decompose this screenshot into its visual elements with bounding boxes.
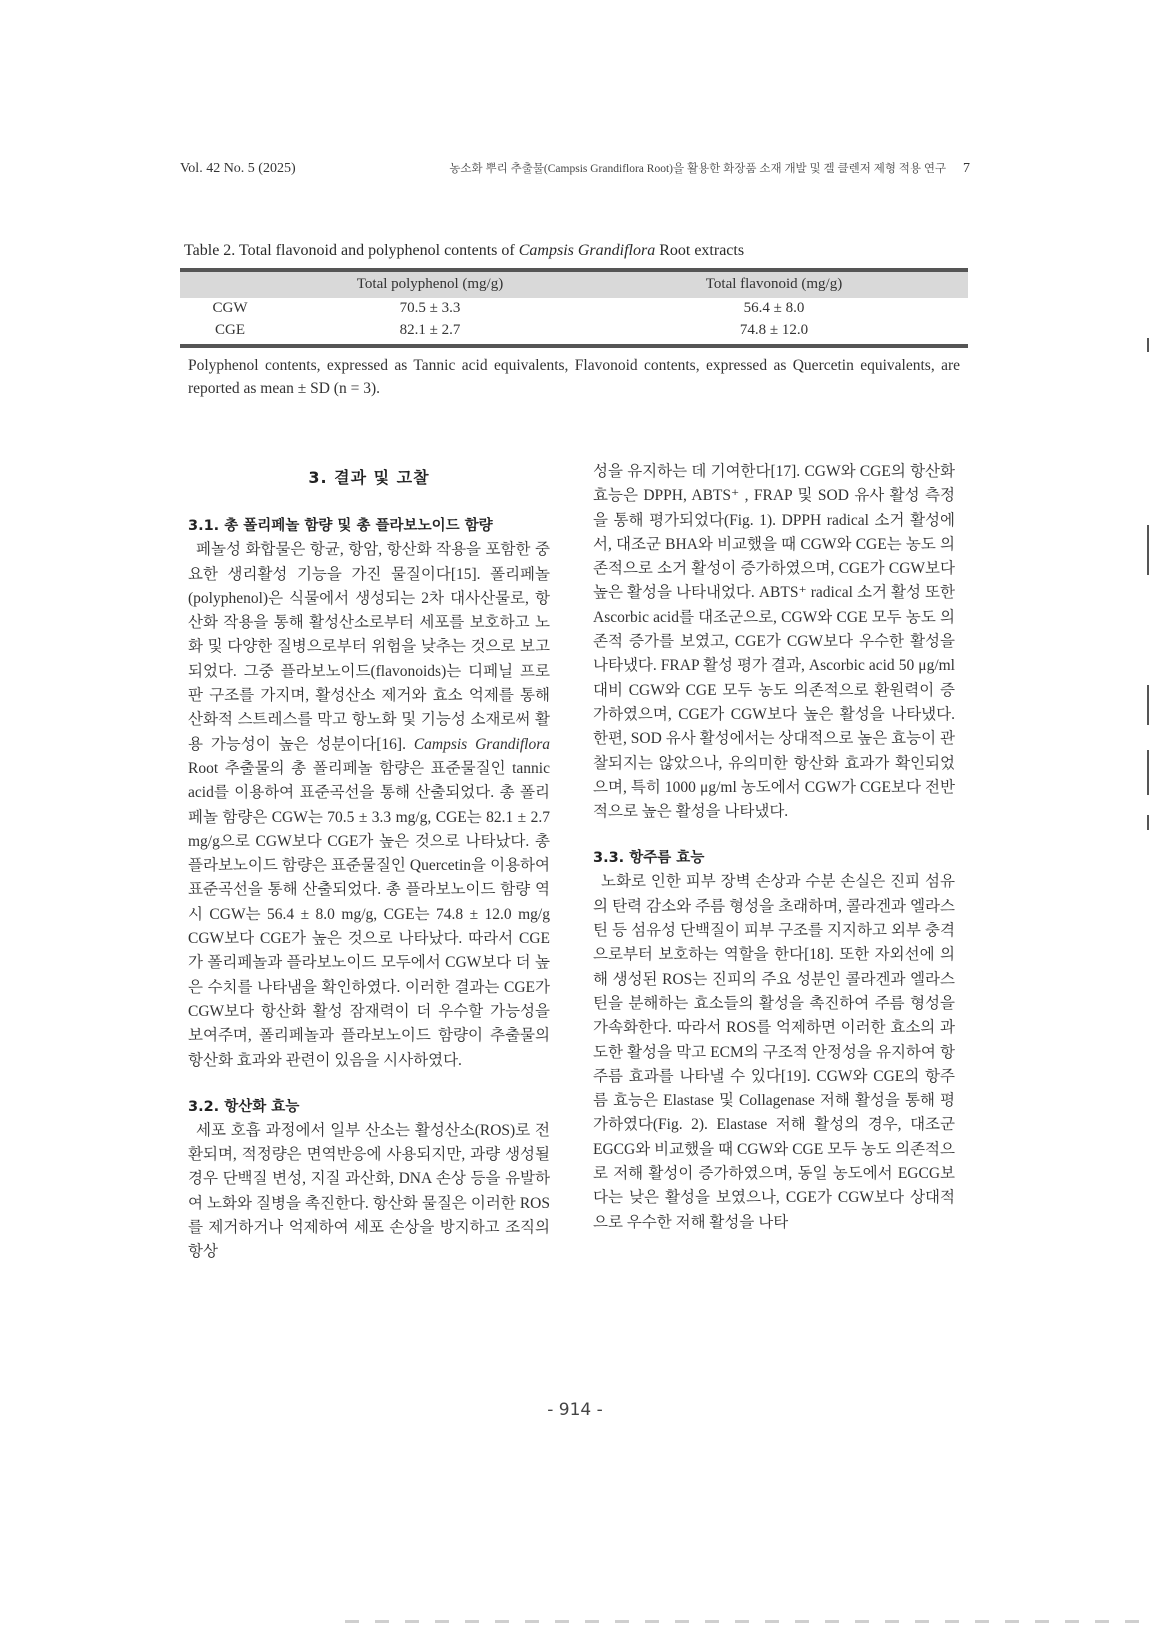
subsection-3-2-paragraph: 세포 호흡 과정에서 일부 산소는 활성산소(ROS)로 전환되며, 적정량은 면역반응에 사용되지만, 과량 생성될 경우 단백질 변성, 지질 과산화, DNA 손상 등을 유발하여 노화와 질병을 촉진한다. 항산화 물질은 이러한 ROS를 제거하거나 억제하여 세포 손상을 방지하고 조직의 항상 bbox=[188, 1121, 550, 1261]
scan-bottom-artifact bbox=[345, 1620, 1145, 1623]
table-caption bbox=[184, 242, 968, 260]
running-head bbox=[180, 160, 970, 177]
table-2 bbox=[180, 242, 968, 400]
polyphenol-value: 82.1 ± 2.7 bbox=[280, 320, 580, 346]
para-text: Root 추출물의 총 폴리페놀 함량은 표준물질인 tannic acid를 이용하여 표준곡선을 통해 산출되었다. 총 폴리페놀 함량은 CGW는 70.5 ± 3.3 mg/g, CGE는 82.1 ± 2.7 mg/g으로 CGW보다 CGE가 높은 것으로 나타났다. 총 플라보노이드 함량은 표준물질인 Quercetin을 이용하여 표준곡선을 통해 산출되었다. 총 플라보노이드 함량 역시 CGW는 56.4 ± 8.0 mg/g, CGE는 74.8 ± 12.0 mg/g CGW보다 CGE가 높은 것으로 나타났다. 따라서 CGE가 폴리페놀과 플라보노이드 모두에서 CGW보다 더 높은 수치를 나타냄을 확인하였다. 이러한 결과는 CGE가 CGW보다 항산화 활성 잠재력이 더 우수할 가능성을 보여주며, 폴리페놀과 플라보노이드 함량이 추출물의 항산화 효과와 관련이 있음을 시사하였다. bbox=[188, 759, 550, 1069]
table-row bbox=[180, 298, 968, 320]
subsection-3-1-title: 3.1. 총 폴리페놀 함량 및 총 플라보노이드 함량 bbox=[188, 518, 493, 535]
para-text: 페놀성 화합물은 항균, 항암, 항산화 작용을 포함한 중요한 생리활성 기능을 가진 물질이다[15]. 폴리페놀(polyphenol)은 식물에서 생성되는 2차 대사산물로, 항산화 작용을 통해 활성산소로부터 세포를 보호하고 노화 및 다양한 질병으로부터 위험을 낮추는 것으로 보고되었다. 그중 플라보노이드(flavonoids)는 디페닐 프로판 구조를 가지며, 활성산소 제거와 효소 억제를 통해 산화적 스트레스를 막고 항노화 및 기능성 소재로써 활용 가능성이 높은 성분이다[16]. bbox=[188, 541, 550, 753]
content-table bbox=[180, 268, 968, 348]
row-label: CGE bbox=[180, 320, 280, 346]
subsection-3-2-continued: 성을 유지하는 데 기여한다[17]. CGW와 CGE의 항산화 효능은 DPPH, ABTS⁺ , FRAP 및 SOD 유사 활성 측정을 통해 평가되었다(Fig. 1). DPPH radical 소거 활성에서, 대조군 BHA와 비교했을 때 CGW와 CGE는 농도 의존적으로 소거 활성이 증가하였으며, CGE가 CGW보다 높은 활성을 나타내었다. ABTS⁺ radical 소거 활성 또한 Ascorbic acid를 대조군으로, CGW와 CGE 모두 농도 의존적 증가를 보였고, CGE가 CGW보다 우수한 활성을 나타냈다. FRAP 활성 평가 결과, Ascorbic acid 50 μg/ml 대비 CGW와 CGE 모두 농도 의존적으로 환원력이 증가하였으며, CGE가 CGW보다 높은 활성을 나타냈다. 한편, SOD 유사 활성에서는 상대적으로 높은 효능이 관찰되지는 않았으나, 유의미한 항산화 효과가 확인되었으며, 특히 1000 μg/ml 농도에서 CGW가 CGE보다 전반적으로 높은 활성을 나타냈다. bbox=[593, 463, 955, 821]
header-polyphenol: Total polyphenol (mg/g) bbox=[280, 270, 580, 298]
caption-prefix: Table 2. Total flavonoid and polyphenol contents of bbox=[184, 242, 519, 259]
polyphenol-value: 70.5 ± 3.3 bbox=[399, 300, 461, 316]
table-header-row bbox=[180, 270, 968, 298]
running-title bbox=[449, 160, 970, 177]
subsection-3-1-paragraph bbox=[188, 538, 550, 1073]
row-label: CGW bbox=[212, 300, 248, 316]
table-row bbox=[180, 320, 968, 346]
para-species: Campsis Grandiflora bbox=[413, 735, 550, 753]
header-flavonoid: Total flavonoid (mg/g) bbox=[580, 270, 968, 298]
header-empty bbox=[180, 270, 280, 298]
caption-species: Campsis Grandiflora bbox=[518, 242, 656, 259]
caption-suffix: Root extracts bbox=[655, 242, 745, 259]
subsection-3-3-paragraph: 노화로 인한 피부 장벽 손상과 수분 손실은 진피 섬유의 탄력 감소와 주름 형성을 초래하며, 콜라겐과 엘라스틴 등 섬유성 단백질이 피부 구조를 지지하고 외부 충격으로부터 보호하는 역할을 한다[18]. 또한 자외선에 의해 생성된 ROS는 진피의 주요 성분인 콜라겐과 엘라스틴을 분해하는 효소들의 활성을 촉진하여 주름 형성을 가속화한다. 따라서 ROS를 억제하면 이러한 효소의 과도한 활성을 막고 ECM의 구조적 안정성을 유지하여 항주름 효과를 나타낼 수 있다[19]. CGW와 CGE의 항주름 효능은 Elastase 및 Collagenase 저해 활성을 통해 평가하였다(Fig. 2). Elastase 저해 활성의 경우, 대조군 EGCG와 비교했을 때 CGW와 CGE 모두 농도 의존적으로 저해 활성이 증가하였으며, 동일 농도에서 EGCG보다는 낮은 활성을 보였으나, CGE가 CGW보다 상대적으로 우수한 저해 활성을 나타 bbox=[593, 873, 955, 1231]
journal-volume: Vol. 42 No. 5 (2025) bbox=[180, 161, 296, 176]
right-column bbox=[593, 460, 955, 1235]
flavonoid-value: 56.4 ± 8.0 bbox=[743, 300, 805, 316]
running-title-text: 농소화 뿌리 추출물(Campsis Grandiflora Root)을 활용한 화장품 소재 개발 및 겔 클렌저 제형 적용 연구 bbox=[449, 163, 947, 175]
header-page-number: 7 bbox=[963, 161, 970, 176]
subsection-3-3-title: 3.3. 항주름 효능 bbox=[593, 850, 705, 867]
flavonoid-value: 74.8 ± 12.0 bbox=[580, 320, 968, 346]
left-column bbox=[188, 462, 550, 1265]
table-footnote: Polyphenol contents, expressed as Tannic acid equivalents, Flavonoid contents, expressed as Quercetin equivalents, are reported as mean ± SD (n = 3). bbox=[188, 357, 960, 397]
section-title: 3. 결과 및 고찰 bbox=[308, 468, 430, 487]
subsection-3-2-title: 3.2. 항산화 효능 bbox=[188, 1098, 300, 1115]
page-number: - 914 - bbox=[547, 1400, 603, 1420]
